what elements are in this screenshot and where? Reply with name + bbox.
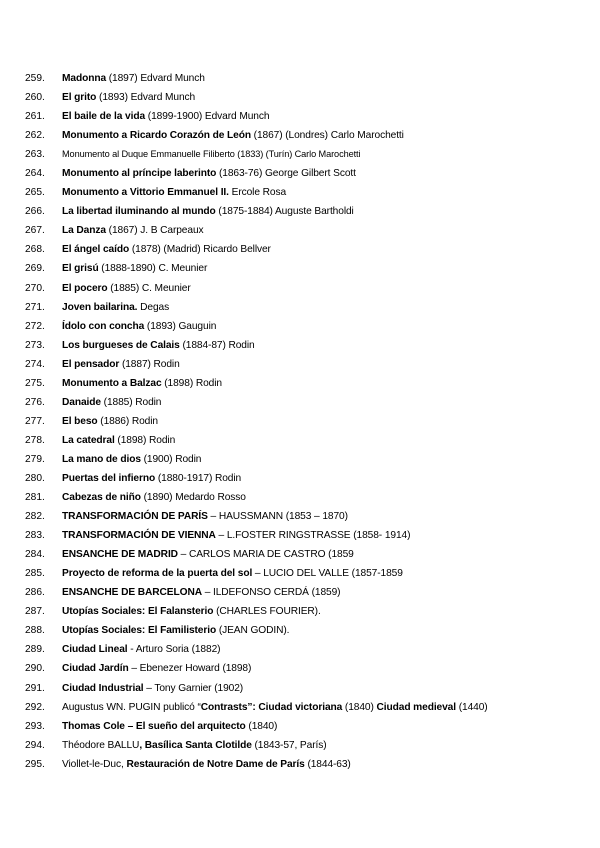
item-text [62, 126, 404, 145]
item-text [62, 679, 243, 698]
item-detail: (1844-63) [304, 758, 351, 770]
item-title: Los burgueses de Calais [62, 339, 180, 351]
list-item [0, 336, 600, 355]
item-detail: (1898) Rodin [161, 377, 222, 389]
item-text [62, 69, 205, 88]
item-title: ENSANCHE DE MADRID [62, 549, 178, 561]
item-detail: (1893) Edvard Munch [96, 92, 196, 104]
list-item [0, 621, 600, 640]
list-item [0, 374, 600, 393]
list-item [0, 736, 600, 755]
item-text [62, 736, 327, 755]
item-text [62, 469, 241, 488]
item-title: Ciudad Industrial [62, 682, 144, 694]
item-number: 264. [25, 168, 45, 180]
list-item [0, 507, 600, 526]
item-detail: (1888-1890) C. Meunier [98, 263, 208, 275]
item-detail: (1880-1917) Rodin [155, 472, 242, 484]
item-number: 284. [25, 549, 45, 561]
item-title: Ciudad medieval [376, 701, 456, 713]
list-item [0, 355, 600, 374]
item-number: 259. [25, 73, 45, 84]
item-title: Thomas Cole – El sueño del arquitecto [62, 720, 246, 732]
item-text [62, 545, 354, 564]
list-item [0, 545, 600, 564]
item-number: 271. [25, 301, 45, 313]
item-text [62, 393, 161, 412]
item-title: Monumento a Balzac [62, 377, 162, 389]
item-title: Monumento a Vittorio Emmanuel II. [62, 187, 229, 199]
list-item [0, 583, 600, 602]
item-title: Puertas del infierno [62, 472, 156, 484]
item-title: El baile de la vida [62, 111, 146, 123]
item-detail: (1890) Medardo Rosso [140, 492, 246, 504]
list-item [0, 164, 600, 183]
item-detail: (1885) Rodin [100, 396, 162, 408]
list-item [0, 431, 600, 450]
item-number: 266. [25, 206, 45, 218]
item-title: Contrasts”: Ciudad victoriana [200, 701, 343, 713]
item-title: Proyecto de reforma de la puerta del sol [62, 568, 253, 580]
item-title: El ángel caído [62, 244, 130, 256]
list-item [0, 202, 600, 221]
numbered-list [0, 69, 600, 774]
list-item [0, 717, 600, 736]
item-text [62, 526, 410, 545]
item-number: 269. [25, 263, 45, 275]
list-item [0, 183, 600, 202]
list-item [0, 107, 600, 126]
list-item [0, 469, 600, 488]
list-item [0, 659, 600, 678]
item-number: 265. [25, 187, 45, 199]
list-item [0, 69, 600, 88]
item-text [62, 202, 354, 221]
list-item [0, 317, 600, 336]
item-text [62, 412, 158, 431]
item-text [62, 240, 271, 259]
item-number: 282. [25, 511, 45, 523]
item-text [62, 755, 351, 774]
item-number: 260. [25, 92, 45, 104]
item-text [62, 107, 269, 126]
item-number: 281. [25, 492, 45, 504]
item-number: 292. [25, 701, 45, 713]
item-detail: (1840) [342, 701, 377, 713]
item-text [62, 450, 201, 469]
item-text [62, 717, 277, 736]
item-title: El beso [62, 415, 98, 427]
item-number: 288. [25, 625, 45, 637]
item-number: 283. [25, 530, 45, 542]
item-detail: Augustus WN. PUGIN publicó “ [62, 701, 201, 713]
item-detail: – HAUSSMANN (1853 – 1870) [207, 511, 348, 523]
item-title: Joven bailarina. [62, 301, 138, 313]
item-text [62, 640, 220, 659]
item-detail: (JEAN GODIN). [216, 625, 290, 637]
item-detail: (1884-87) Rodin [179, 339, 255, 351]
item-detail: (1897) Edvard Munch [106, 73, 205, 84]
item-title: El pensador [62, 358, 120, 370]
item-text [62, 374, 222, 393]
item-number: 287. [25, 606, 45, 618]
item-title: El grisú [62, 263, 99, 275]
item-detail: (1885) C. Meunier [107, 282, 191, 294]
list-item [0, 450, 600, 469]
item-detail: (1875-1884) Auguste Bartholdi [215, 206, 354, 218]
item-number: 262. [25, 130, 45, 142]
list-item [0, 393, 600, 412]
item-number: 275. [25, 377, 45, 389]
list-item [0, 279, 600, 298]
item-detail: (1878) (Madrid) Ricardo Bellver [129, 244, 271, 256]
item-title: Ciudad Lineal [62, 644, 128, 656]
list-item [0, 564, 600, 583]
item-text [62, 336, 255, 355]
item-detail: Degas [137, 301, 170, 313]
item-title: , Basílica Santa Clotilde [139, 739, 252, 751]
item-number: 278. [25, 434, 45, 446]
item-detail: – LUCIO DEL VALLE (1857-1859 [252, 568, 403, 580]
item-detail: – CARLOS MARIA DE CASTRO (1859 [177, 549, 354, 561]
item-number: 289. [25, 644, 45, 656]
item-number: 267. [25, 225, 45, 237]
item-detail: – Ebenezer Howard (1898) [128, 663, 252, 675]
list-item [0, 298, 600, 317]
list-item [0, 640, 600, 659]
item-title: Utopías Sociales: El Familisterio [62, 625, 217, 637]
item-text [62, 88, 195, 107]
list-item [0, 698, 600, 717]
list-item [0, 126, 600, 145]
item-text [62, 431, 175, 450]
item-number: 276. [25, 396, 45, 408]
item-number: 263. [25, 149, 45, 161]
item-detail: – ILDEFONSO CERDÁ (1859) [201, 587, 341, 599]
item-number: 277. [25, 415, 45, 427]
item-title: La libertad iluminando al mundo [62, 206, 216, 218]
item-text [62, 259, 207, 278]
item-title: Madonna [62, 73, 107, 84]
item-text [62, 507, 348, 526]
item-detail: (1843-57, París) [251, 739, 327, 751]
item-text [62, 298, 169, 317]
item-title: Monumento al príncipe laberinto [62, 168, 217, 180]
item-number: 272. [25, 320, 45, 332]
item-title: Utopías Sociales: El Falansterio [62, 606, 214, 618]
item-text [62, 279, 191, 298]
item-detail: - Arturo Soria (1882) [127, 644, 221, 656]
item-detail: (1893) Gauguin [144, 320, 217, 332]
list-item [0, 679, 600, 698]
list-item [0, 259, 600, 278]
item-detail: (1867) (Londres) Carlo Marochetti [250, 130, 404, 142]
item-detail: (1899-1900) Edvard Munch [145, 111, 270, 123]
item-detail: Viollet-le-Duc, [62, 758, 127, 770]
item-detail: (1898) Rodin [114, 434, 176, 446]
item-title: La catedral [62, 434, 115, 446]
item-detail: (1867) J. B Carpeaux [105, 225, 204, 237]
item-number: 273. [25, 339, 45, 351]
item-title: El grito [62, 92, 97, 104]
item-title: La Danza [62, 225, 106, 237]
item-detail: – L.FOSTER RINGSTRASSE (1858- 1914) [215, 530, 411, 542]
item-detail: (1900) Rodin [140, 453, 202, 465]
list-item [0, 488, 600, 507]
item-text [62, 145, 360, 164]
item-title: Danaide [62, 396, 101, 408]
item-number: 261. [25, 111, 45, 123]
item-number: 291. [25, 682, 45, 694]
item-title: El pocero [62, 282, 108, 294]
list-item [0, 526, 600, 545]
item-number: 268. [25, 244, 45, 256]
item-title: Ídolo con concha [62, 320, 145, 332]
item-number: 279. [25, 453, 45, 465]
item-detail: Ercole Rosa [228, 187, 287, 199]
item-title: ENSANCHE DE BARCELONA [62, 587, 202, 599]
list-item [0, 412, 600, 431]
item-title: Restauración de Notre Dame de París [126, 758, 305, 770]
item-detail: (1863-76) George Gilbert Scott [216, 168, 356, 180]
item-text [62, 488, 246, 507]
item-detail: (1440) [455, 701, 488, 713]
item-detail: (1887) Rodin [119, 358, 180, 370]
item-number: 274. [25, 358, 45, 370]
list-item [0, 240, 600, 259]
item-detail: Monumento al Duque Emmanuelle Filiberto (1833) (Turín) Carlo Marochetti [62, 149, 361, 160]
item-number: 286. [25, 587, 45, 599]
item-number: 280. [25, 472, 45, 484]
list-item [0, 221, 600, 240]
item-text [62, 583, 340, 602]
item-title: Ciudad Jardín [62, 663, 129, 675]
item-detail: – Tony Garnier (1902) [143, 682, 244, 694]
list-item [0, 755, 600, 774]
list-item [0, 88, 600, 107]
item-text [62, 355, 180, 374]
item-text [62, 164, 356, 183]
item-detail: (CHARLES FOURIER). [213, 606, 321, 618]
list-item [0, 145, 600, 164]
item-text [62, 698, 488, 717]
item-text [62, 564, 403, 583]
item-detail: (1840) [245, 720, 278, 732]
item-title: Cabezas de niño [62, 492, 141, 504]
item-title: Monumento a Ricardo Corazón de León [62, 130, 251, 142]
item-number: 270. [25, 282, 45, 294]
item-title: TRANSFORMACIÓN DE PARÍS [62, 511, 208, 523]
item-text [62, 602, 321, 621]
item-number: 290. [25, 663, 45, 675]
item-text [62, 659, 251, 678]
item-number: 285. [25, 568, 45, 580]
item-text [62, 621, 289, 640]
item-number: 295. [25, 758, 45, 770]
item-title: La mano de dios [62, 453, 141, 465]
list-item [0, 602, 600, 621]
item-detail: (1886) Rodin [97, 415, 158, 427]
item-text [62, 221, 204, 240]
item-detail: Théodore BALLU [62, 739, 140, 751]
item-number: 293. [25, 720, 45, 732]
item-title: TRANSFORMACIÓN DE VIENNA [62, 530, 216, 542]
item-text [62, 183, 286, 202]
item-number: 294. [25, 739, 45, 751]
item-text [62, 317, 216, 336]
